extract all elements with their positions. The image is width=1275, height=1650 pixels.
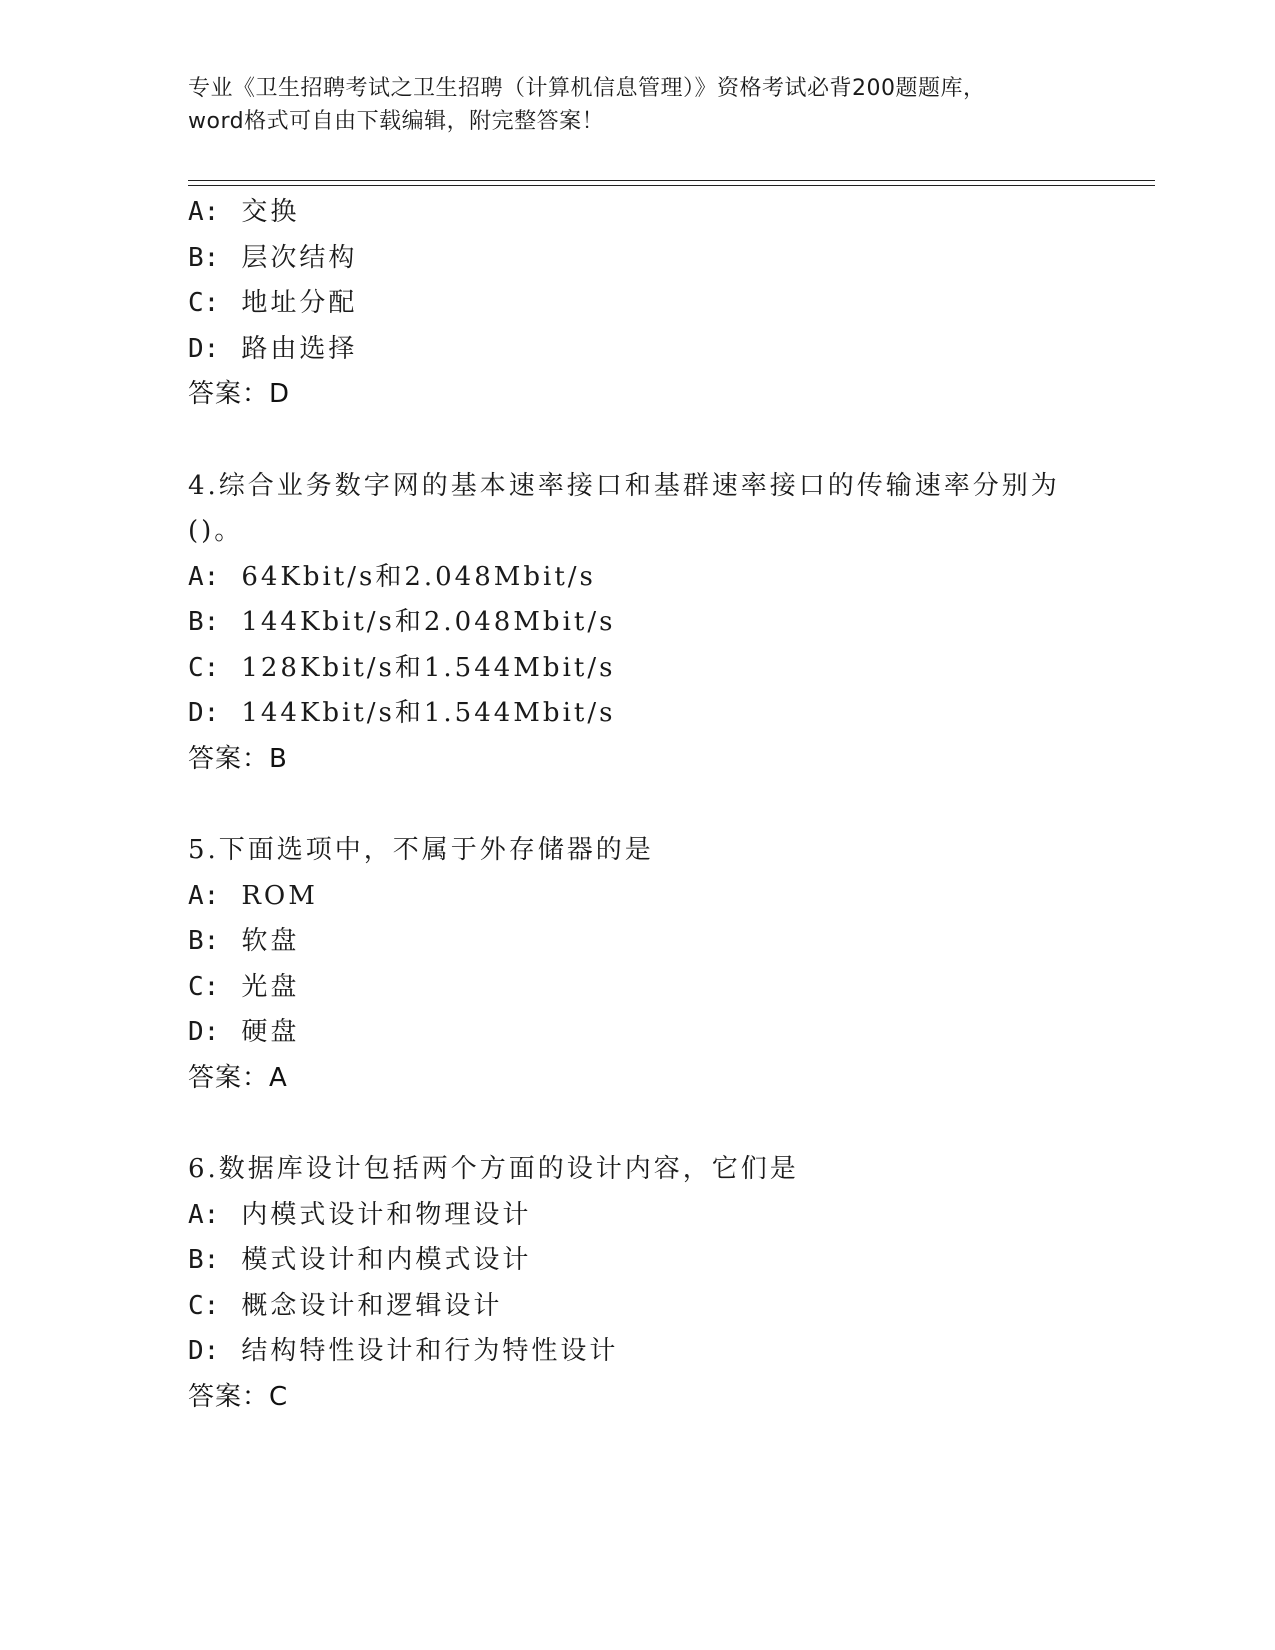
option-text: 交换: [241, 197, 300, 227]
option-c: C: 128Kbit/s和1.544Mbit/s: [188, 652, 616, 683]
question-text: 5.下面选项中，不属于外存储器的是: [188, 835, 654, 865]
option-text: 硬盘: [241, 1017, 300, 1047]
option-a: A: 64Kbit/s和2.048Mbit/s: [188, 561, 596, 592]
option-letter: B: [188, 926, 204, 956]
option-text: 结构特性设计和行为特性设计: [241, 1336, 619, 1366]
option-letter: D: [188, 333, 204, 364]
option-letter: A: [188, 197, 204, 227]
option-a: A: 交换: [188, 197, 300, 227]
option-letter: A: [188, 1199, 204, 1230]
option-text: ROM: [241, 880, 318, 911]
question-3: [188, 190, 1128, 418]
option-text: 128Kbit/s和1.544Mbit/s: [241, 652, 616, 683]
option-letter: C: [188, 1290, 204, 1321]
question-6: [188, 1147, 1128, 1420]
option-letter: B: [188, 242, 204, 273]
option-letter: D: [188, 698, 204, 728]
answer-label: 答案：A: [188, 1062, 288, 1093]
option-text: 模式设计和内模式设计: [241, 1245, 532, 1275]
option-text: 软盘: [241, 926, 300, 956]
option-text: 64Kbit/s和2.048Mbit/s: [241, 561, 596, 592]
option-letter: C: [188, 288, 204, 318]
option-b: B: 层次结构: [188, 242, 358, 273]
option-letter: A: [188, 880, 204, 911]
option-text: 层次结构: [241, 242, 358, 273]
answer-label: 答案：D: [188, 379, 291, 409]
question-text: 4.综合业务数字网的基本速率接口和基群速率接口的传输速率分别为()。: [188, 470, 1060, 546]
option-letter: C: [188, 652, 204, 683]
question-list: [188, 190, 1128, 1420]
option-letter: B: [188, 1245, 204, 1275]
option-letter: D: [188, 1017, 204, 1047]
option-text: 144Kbit/s和1.544Mbit/s: [241, 698, 616, 728]
option-letter: C: [188, 971, 204, 1002]
option-letter: A: [188, 561, 204, 592]
option-d: D: 路由选择: [188, 333, 358, 364]
option-text: 144Kbit/s和2.048Mbit/s: [241, 607, 616, 637]
option-c: C: 概念设计和逻辑设计: [188, 1290, 503, 1321]
header-rule-top: [188, 180, 1155, 181]
option-a: A: 内模式设计和物理设计: [188, 1199, 532, 1230]
option-letter: B: [188, 607, 204, 637]
option-b: B: 模式设计和内模式设计: [188, 1245, 532, 1275]
option-d: D: 结构特性设计和行为特性设计: [188, 1336, 619, 1366]
option-b: B: 软盘: [188, 926, 300, 956]
header-line-2: word格式可自由下载编辑，附完整答案！: [188, 109, 605, 134]
option-d: D: 144Kbit/s和1.544Mbit/s: [188, 698, 616, 728]
option-text: 地址分配: [241, 288, 358, 318]
option-b: B: 144Kbit/s和2.048Mbit/s: [188, 607, 616, 637]
question-5: [188, 828, 1128, 1101]
question-text: 6.数据库设计包括两个方面的设计内容，它们是: [188, 1154, 799, 1184]
question-4: [188, 464, 1128, 783]
option-c: C: 光盘: [188, 971, 300, 1002]
option-d: D: 硬盘: [188, 1017, 300, 1047]
answer-label: 答案：B: [188, 743, 288, 774]
document-header: [188, 72, 1088, 138]
answer-label: 答案：C: [188, 1381, 289, 1412]
option-a: A: ROM: [188, 880, 318, 911]
header-rule-bottom: [188, 185, 1155, 186]
option-text: 路由选择: [241, 333, 358, 364]
option-letter: D: [188, 1336, 204, 1366]
option-text: 内模式设计和物理设计: [241, 1199, 532, 1230]
option-text: 概念设计和逻辑设计: [241, 1290, 503, 1321]
option-text: 光盘: [241, 971, 300, 1002]
option-c: C: 地址分配: [188, 288, 358, 318]
header-line-1: 专业《卫生招聘考试之卫生招聘（计算机信息管理）》资格考试必背200题题库，: [188, 76, 986, 101]
